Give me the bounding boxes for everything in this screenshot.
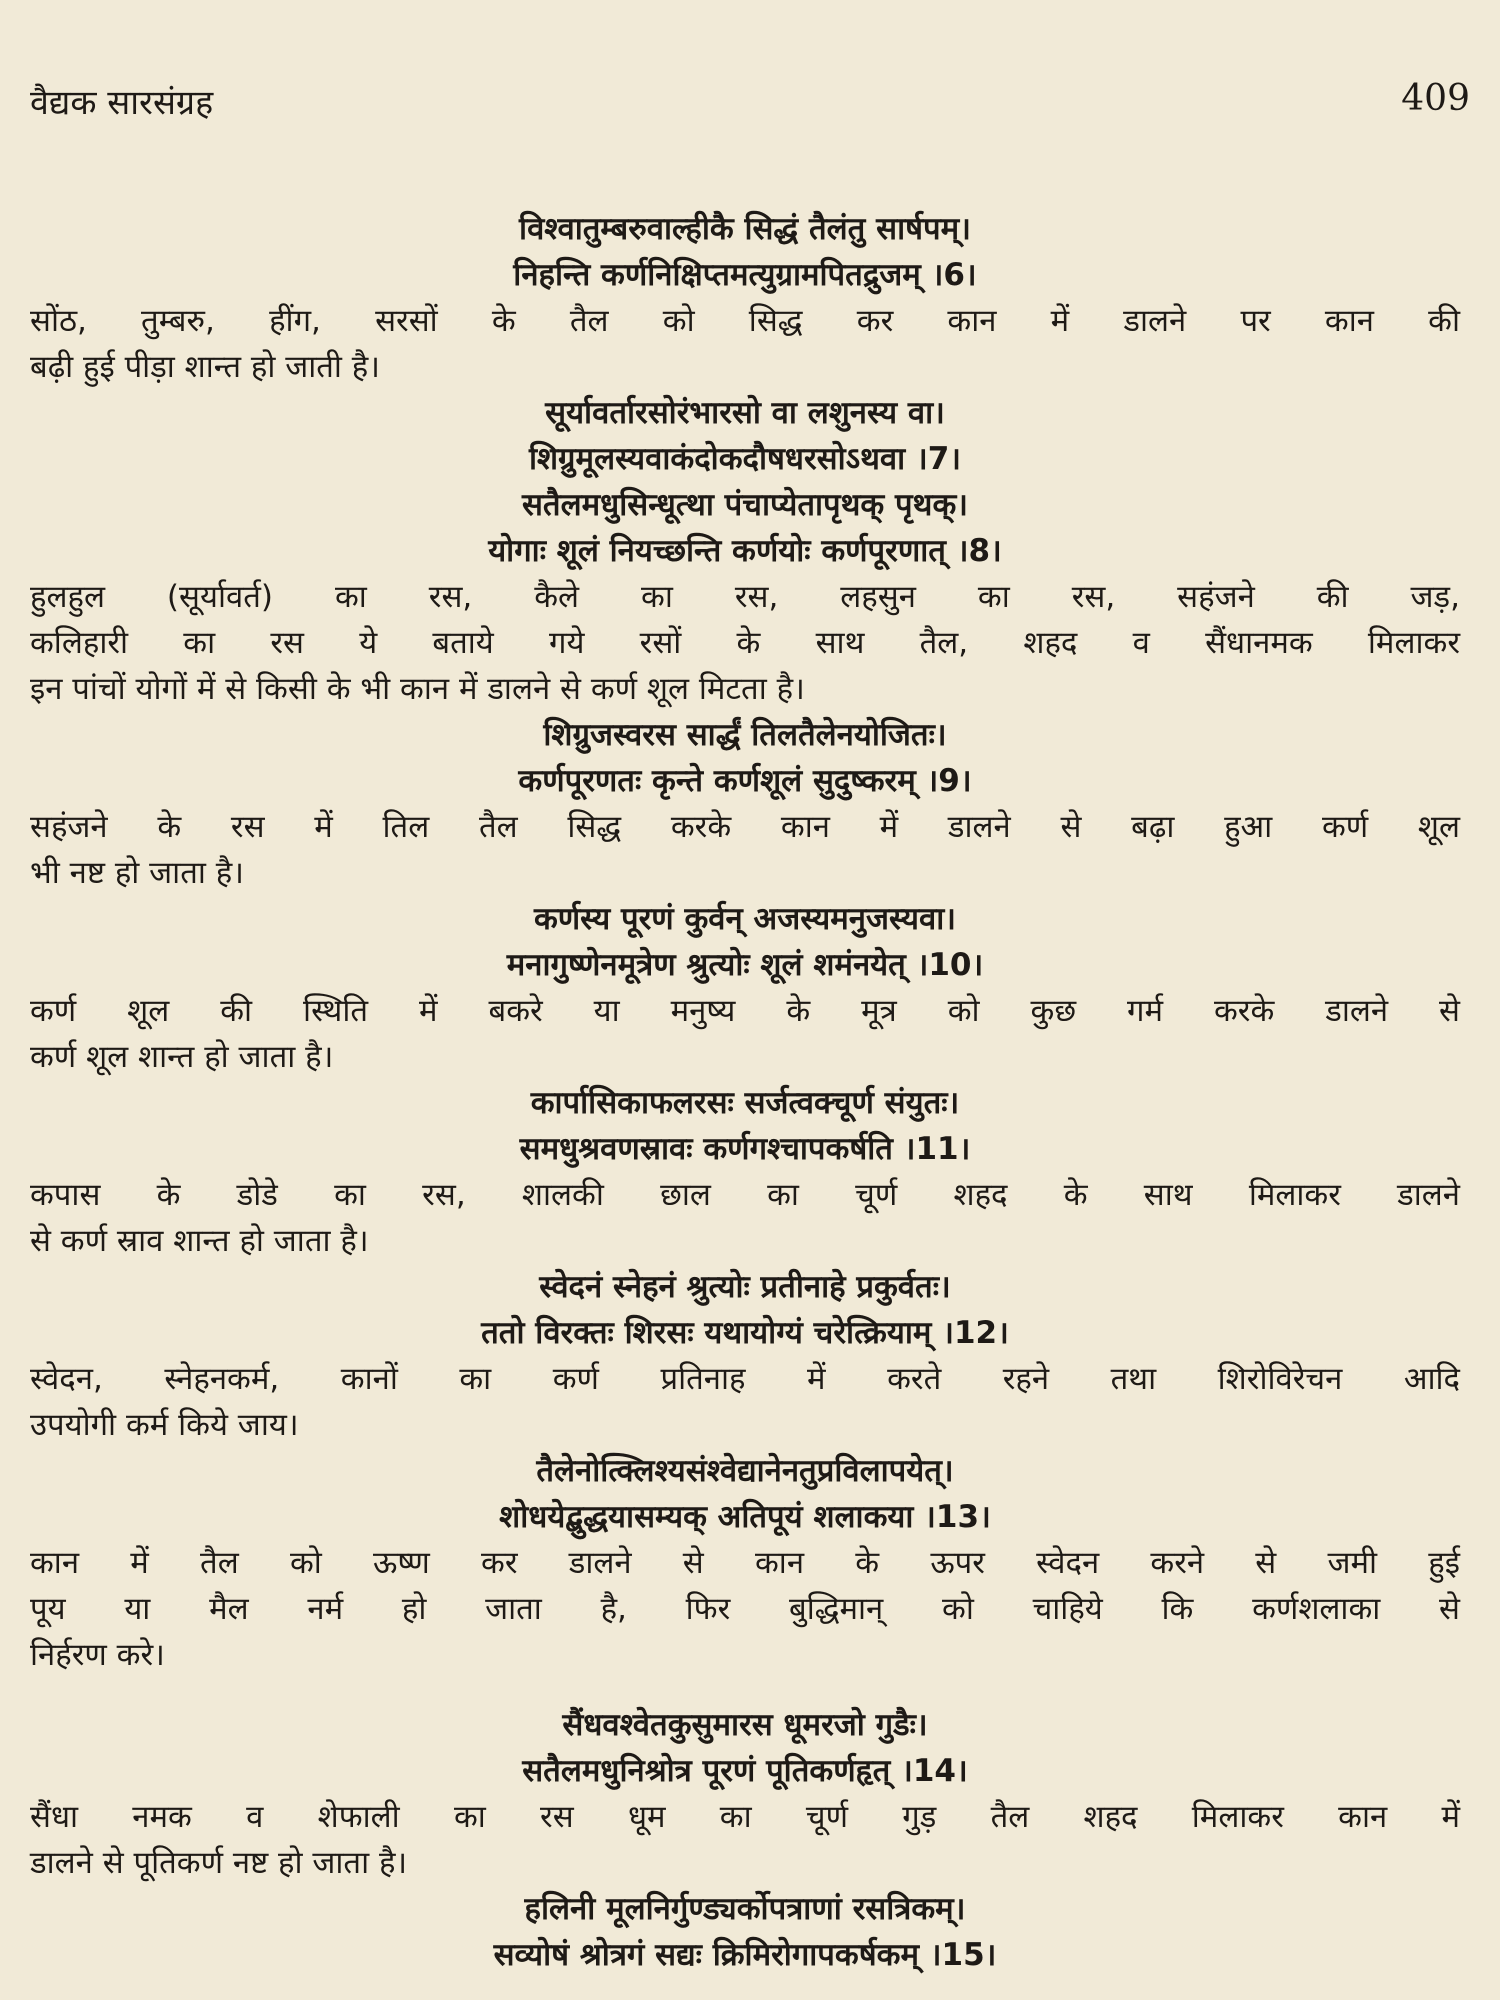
translation-line: सैंधा नमक व शेफाली का रस धूम का चूर्ण गुड़ तैल शहद मिलाकर कान में bbox=[30, 1799, 1460, 1835]
verse-line: सतैलमधुसिन्धूत्था पंचाप्येतापृथक् पृथक्। bbox=[521, 487, 969, 523]
verse-line: शिग्रुजस्वरस सार्द्धं तिलतैलेनयोजितः। bbox=[543, 717, 947, 753]
translation-line: से कर्ण स्राव शान्त हो जाता है। bbox=[30, 1223, 369, 1259]
translation-line: बढ़ी हुई पीड़ा शान्त हो जाती है। bbox=[30, 349, 380, 385]
translation-paragraph bbox=[30, 1356, 1460, 1448]
verse-line: स्वेदनं स्नेहनं श्रुत्योः प्रतीनाहे प्रकुर्वतः। bbox=[539, 1269, 951, 1305]
verse-line: शोधयेद्बुद्धयासम्यक् अतिपूयं शलाकया ।13। bbox=[499, 1499, 991, 1535]
translation-line: सहंजने के रस में तिल तैल सिद्ध करके कान में डालने से बढ़ा हुआ कर्ण शूल bbox=[30, 809, 1460, 845]
translation-paragraph bbox=[30, 1172, 1460, 1264]
translation-paragraph bbox=[30, 1540, 1460, 1678]
translation-line: इन पांचों योगों में से किसी के भी कान में डालने से कर्ण शूल मिटता है। bbox=[30, 671, 805, 707]
translation-line: पूय या मैल नर्म हो जाता है, फिर बुद्धिमान् को चाहिये कि कर्णशलाका से bbox=[30, 1591, 1460, 1627]
verse-line: सैंधवश्वेतकुसुमारस धूमरजो गुडैः। bbox=[562, 1707, 928, 1743]
translation-line: कर्ण शूल की स्थिति में बकरे या मनुष्य के मूत्र को कुछ गर्म करके डालने से bbox=[30, 993, 1460, 1029]
translation-line: उपयोगी कर्म किये जाय। bbox=[30, 1407, 299, 1443]
page-header bbox=[30, 78, 1470, 128]
verse-line: सव्योषं श्रोत्रगं सद्यः क्रिमिरोगापकर्षकम् ।15। bbox=[493, 1937, 997, 1973]
translation-line: कलिहारी का रस ये बताये गये रसों के साथ तैल, शहद व सैंधानमक मिलाकर bbox=[30, 625, 1460, 661]
verse-line: सूर्यावर्तारसोरंभारसो वा लशुनस्य वा। bbox=[545, 395, 945, 431]
verse-line: समधुश्रवणस्रावः कर्णगश्चापकर्षति ।11। bbox=[519, 1131, 971, 1167]
translation-line: कपास के डोडे का रस, शालकी छाल का चूर्ण शहद के साथ मिलाकर डालने bbox=[30, 1177, 1460, 1213]
verse-line: विश्वातुम्बरुवाल्हीकै सिद्धं तैलंतु सार्षपम्। bbox=[519, 211, 971, 247]
verse-line: कार्पासिकाफलरसः सर्जत्वक्चूर्ण संयुतः। bbox=[530, 1085, 960, 1121]
translation-paragraph bbox=[30, 1794, 1460, 1886]
translation-paragraph bbox=[30, 574, 1460, 712]
translation-line: हुलहुल (सूर्यावर्त) का रस, कैले का रस, लहसुन का रस, सहंजने की जड़, bbox=[30, 579, 1460, 615]
verse-line: ततो विरक्तः शिरसः यथायोग्यं चरेत्क्रियाम् ।12। bbox=[481, 1315, 1009, 1351]
translation-paragraph bbox=[30, 804, 1460, 896]
verse-line: योगाः शूलं नियच्छन्ति कर्णयोः कर्णपूरणात् ।8। bbox=[488, 533, 1002, 569]
verse-line: तैलेनोत्क्लिश्यसंश्वेद्यानेनतुप्रविलापयेत्। bbox=[536, 1453, 954, 1489]
translation-line: भी नष्ट हो जाता है। bbox=[30, 855, 244, 891]
translation-line: कान में तैल को ऊष्ण कर डालने से कान के ऊपर स्वेदन करने से जमी हुई bbox=[30, 1545, 1460, 1581]
translation-line: कर्ण शूल शान्त हो जाता है। bbox=[30, 1039, 334, 1075]
translation-paragraph bbox=[30, 988, 1460, 1080]
verse-line: कर्णस्य पूरणं कुर्वन् अजस्यमनुजस्यवा। bbox=[533, 901, 957, 937]
translation-line: स्वेदन, स्नेहनकर्म, कानों का कर्ण प्रतिनाह में करते रहने तथा शिरोविरेचन आदि bbox=[30, 1361, 1460, 1397]
verse-line: मनागुष्णेनमूत्रेण श्रुत्योः शूलं शमंनयेत् ।10। bbox=[506, 947, 984, 983]
verse-line: शिग्रुमूलस्यवाकंदोकदौषधरसोऽथवा ।7। bbox=[528, 441, 962, 477]
translation-line: निर्हरण करे। bbox=[30, 1637, 165, 1673]
running-head: वैद्यक सारसंग्रह bbox=[30, 83, 214, 123]
verse-line: निहन्ति कर्णनिक्षिप्तमत्युग्रामपितद्रुजम् ।6। bbox=[513, 257, 977, 293]
page-body bbox=[30, 206, 1460, 1978]
verse-line: कर्णपूरणतः कृन्ते कर्णशूलं सुदुष्करम् ।9। bbox=[518, 763, 972, 799]
translation-line: डालने से पूतिकर्ण नष्ट हो जाता है। bbox=[30, 1845, 408, 1881]
translation-paragraph bbox=[30, 298, 1460, 390]
page-number: 409 bbox=[1401, 78, 1470, 119]
verse-line: सतैलमधुनिश्रोत्र पूरणं पूतिकर्णहृत् ।14। bbox=[522, 1753, 968, 1789]
translation-line: सोंठ, तुम्बरु, हींग, सरसों के तैल को सिद्ध कर कान में डालने पर कान की bbox=[30, 303, 1460, 339]
verse-line: हलिनी मूलनिर्गुण्ड्यर्कोपत्राणां रसत्रिकम्। bbox=[524, 1891, 966, 1927]
